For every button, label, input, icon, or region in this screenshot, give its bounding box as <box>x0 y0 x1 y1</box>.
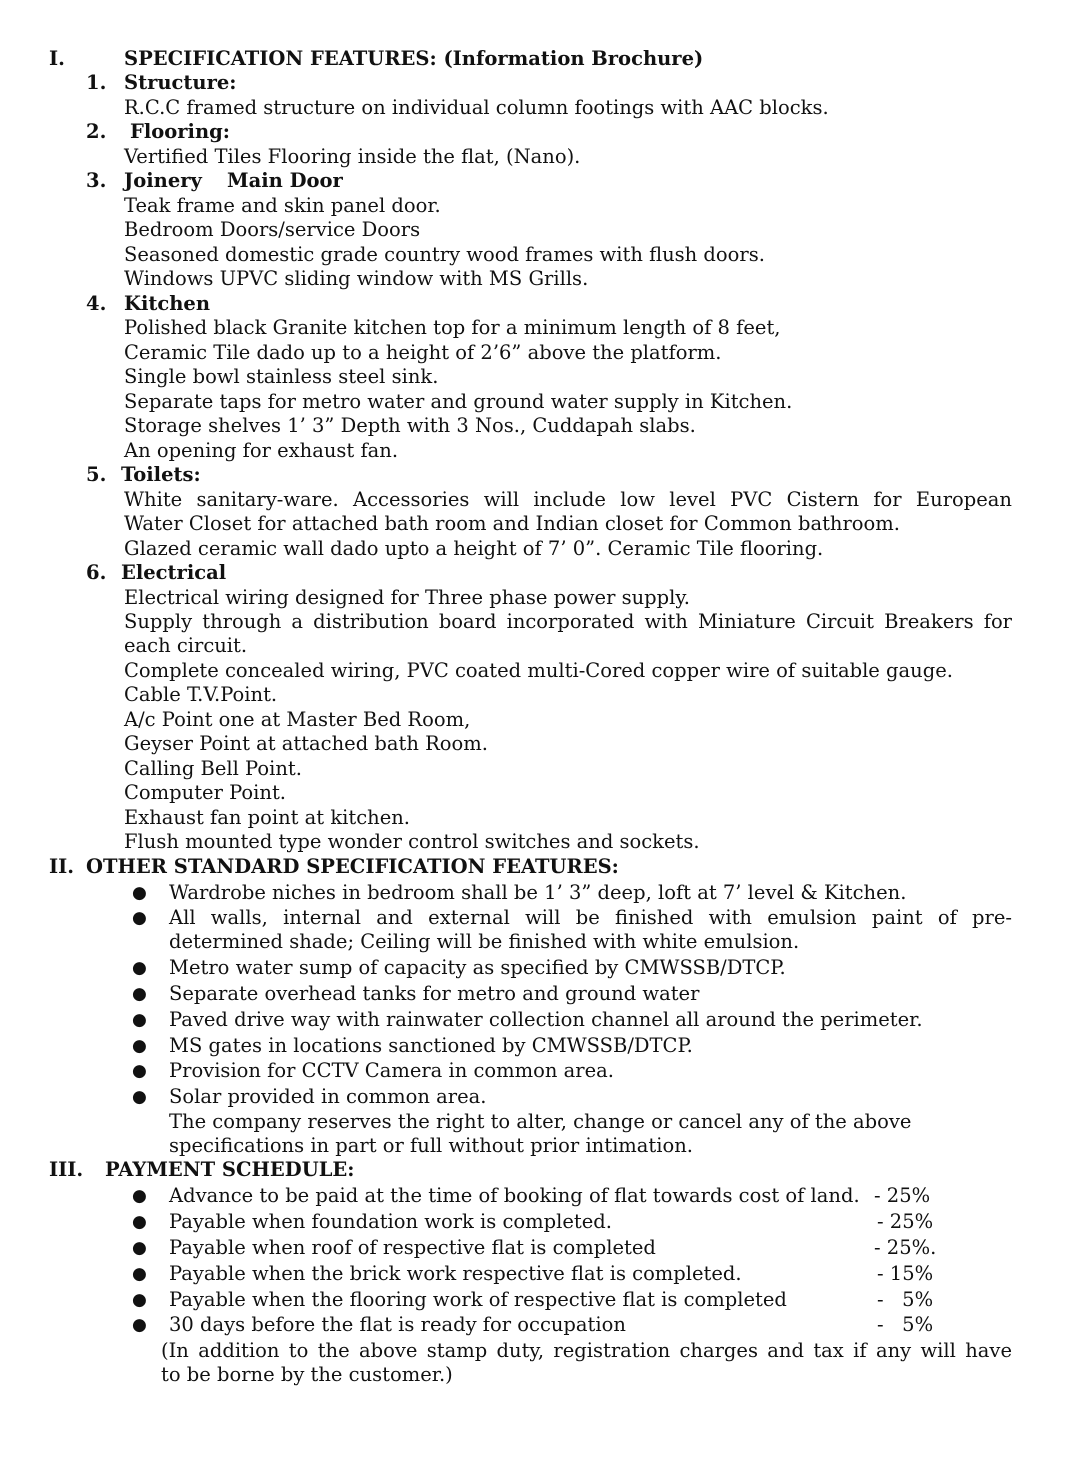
bullet-icon: ● <box>132 1290 147 1310</box>
bullet-icon: ● <box>132 908 147 928</box>
item-heading: Kitchen <box>124 292 210 315</box>
item-text: each circuit. <box>124 634 248 657</box>
item-text: Single bowl stainless steel sink. <box>124 365 439 388</box>
item-heading: Joinery <box>124 169 202 192</box>
item-text: An opening for exhaust fan. <box>124 439 399 462</box>
bullet-icon: ● <box>132 1186 147 1206</box>
payment-stage: Payable when the brick work respective flat is completed. <box>169 1262 742 1285</box>
list-item: Provision for CCTV Camera in common area. <box>169 1059 614 1082</box>
item-text: White sanitary-ware. Accessories will include low level PVC Cistern for European <box>124 488 1012 511</box>
bullet-icon: ● <box>132 958 147 978</box>
item-heading: Toilets: <box>121 463 201 486</box>
payment-percentage: - 5% <box>877 1288 934 1311</box>
payment-percentage: - 25% <box>877 1210 934 1233</box>
item-heading: Flooring: <box>130 120 230 143</box>
list-item: Metro water sump of capacity as specified by CMWSSB/DTCP. <box>169 956 786 979</box>
list-item: Paved drive way with rainwater collection channel all around the perimeter. <box>169 1008 923 1031</box>
payment-stage: Payable when the flooring work of respective flat is completed <box>169 1288 787 1311</box>
bullet-icon: ● <box>132 1238 147 1258</box>
list-item: Separate overhead tanks for metro and ground water <box>169 982 700 1005</box>
section-heading: OTHER STANDARD SPECIFICATION FEATURES: <box>86 855 619 878</box>
list-item: Solar provided in common area. <box>169 1085 487 1108</box>
item-text: Supply through a distribution board incorporated with Miniature Circuit Breakers for <box>124 610 1012 633</box>
disclaimer-text: The company reserves the right to alter, change or cancel any of the above <box>169 1110 912 1133</box>
item-text: Polished black Granite kitchen top for a minimum length of 8 feet, <box>124 316 781 339</box>
payment-stage: Payable when roof of respective flat is completed <box>169 1236 656 1259</box>
bullet-icon: ● <box>132 1087 147 1107</box>
item-text: Calling Bell Point. <box>124 757 302 780</box>
section-number: II. <box>49 855 75 878</box>
item-text: Vertified Tiles Flooring inside the flat, (Nano). <box>124 145 581 168</box>
payment-note: (In addition to the above stamp duty, registration charges and tax if any will have <box>161 1339 1012 1362</box>
bullet-icon: ● <box>132 1212 147 1232</box>
item-subheading: Main Door <box>227 169 343 192</box>
item-number: 4. <box>86 292 107 315</box>
item-number: 6. <box>86 561 107 584</box>
item-text: Geyser Point at attached bath Room. <box>124 732 488 755</box>
item-heading: Electrical <box>121 561 227 584</box>
item-number: 1. <box>86 71 107 94</box>
item-text: Exhaust fan point at kitchen. <box>124 806 410 829</box>
payment-stage: Advance to be paid at the time of booking of flat towards cost of land. <box>169 1184 860 1207</box>
item-text: Computer Point. <box>124 781 286 804</box>
item-text: Windows UPVC sliding window with MS Grills. <box>124 267 589 290</box>
bullet-icon: ● <box>132 1061 147 1081</box>
bullet-icon: ● <box>132 883 147 903</box>
item-text: Bedroom Doors/service Doors <box>124 218 421 241</box>
bullet-icon: ● <box>132 1036 147 1056</box>
section-number: I. <box>49 47 65 70</box>
item-number: 2. <box>86 120 107 143</box>
item-text: Separate taps for metro water and ground water supply in Kitchen. <box>124 390 793 413</box>
payment-percentage: - 25%. <box>874 1236 937 1259</box>
item-text: Cable T.V.Point. <box>124 683 278 706</box>
item-text: Flush mounted type wonder control switches and sockets. <box>124 830 700 853</box>
item-text: Complete concealed wiring, PVC coated multi-Cored copper wire of suitable gauge. <box>124 659 953 682</box>
item-text: Glazed ceramic wall dado upto a height of 7’ 0”. Ceramic Tile flooring. <box>124 537 824 560</box>
item-text: Ceramic Tile dado up to a height of 2’6” above the platform. <box>124 341 722 364</box>
section-heading: PAYMENT SCHEDULE: <box>105 1158 355 1181</box>
payment-percentage: - 25% <box>874 1184 931 1207</box>
section-number: III. <box>49 1158 84 1181</box>
payment-percentage: - 5% <box>877 1313 934 1336</box>
payment-note: to be borne by the customer.) <box>161 1363 453 1386</box>
item-text: Teak frame and skin panel door. <box>124 194 441 217</box>
list-item: MS gates in locations sanctioned by CMWSSB/DTCP. <box>169 1034 693 1057</box>
section-heading: SPECIFICATION FEATURES: (Information Brochure) <box>124 47 704 70</box>
item-text: Storage shelves 1’ 3” Depth with 3 Nos., Cuddapah slabs. <box>124 414 696 437</box>
bullet-icon: ● <box>132 1315 147 1335</box>
payment-stage: Payable when foundation work is completed. <box>169 1210 612 1233</box>
item-number: 3. <box>86 169 107 192</box>
item-text: Seasoned domestic grade country wood frames with flush doors. <box>124 243 765 266</box>
list-item: All walls, internal and external will be finished with emulsion paint of pre- <box>169 906 1012 929</box>
bullet-icon: ● <box>132 1264 147 1284</box>
item-heading: Structure: <box>124 71 237 94</box>
item-text: R.C.C framed structure on individual column footings with AAC blocks. <box>124 96 829 119</box>
item-text: Water Closet for attached bath room and Indian closet for Common bathroom. <box>124 512 900 535</box>
payment-stage: 30 days before the flat is ready for occupation <box>169 1313 626 1336</box>
item-text: Electrical wiring designed for Three phase power supply. <box>124 586 690 609</box>
bullet-icon: ● <box>132 1010 147 1030</box>
list-item: Wardrobe niches in bedroom shall be 1’ 3” deep, loft at 7’ level & Kitchen. <box>169 881 907 904</box>
list-item-continuation: determined shade; Ceiling will be finished with white emulsion. <box>169 930 800 953</box>
item-number: 5. <box>86 463 107 486</box>
bullet-icon: ● <box>132 984 147 1004</box>
disclaimer-text: specifications in part or full without prior intimation. <box>169 1134 693 1157</box>
item-text: A/c Point one at Master Bed Room, <box>124 708 471 731</box>
payment-percentage: - 15% <box>877 1262 934 1285</box>
